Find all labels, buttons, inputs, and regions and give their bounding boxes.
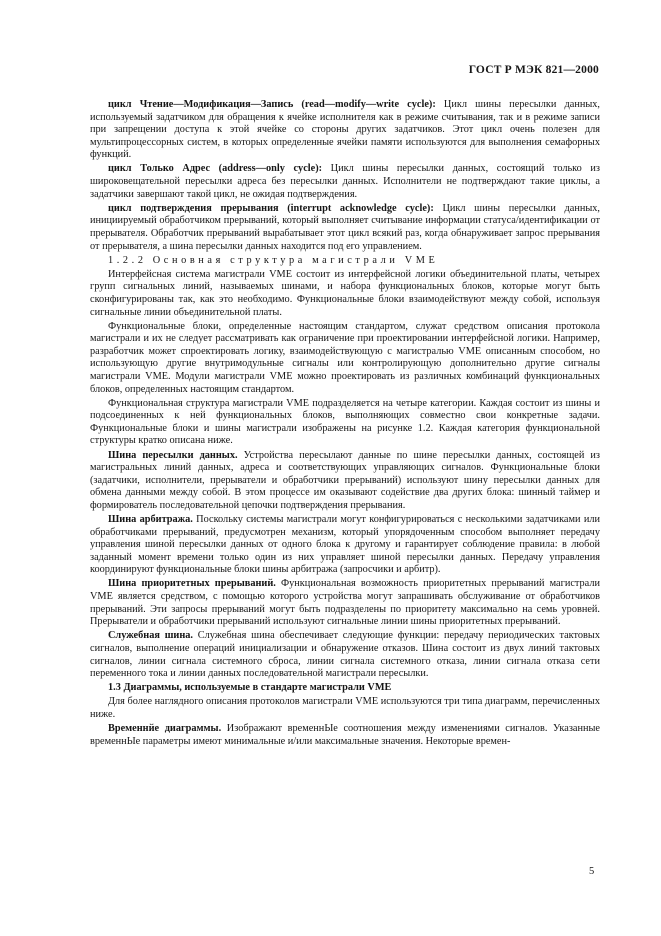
body-text bbox=[90, 99, 600, 750]
paragraph-text: Поскольку системы магистрали могут конфигурироваться с несколькими задатчиками или обработчиками прерываний, предусмотрен механизм, который упорядоченным способом выполняет передачу управления шиной пересылки данных от одного блока к другому и гарантирует соблюдение правила: в любой заданный момент времени только один из них управляет шиной пересылки данных. Передачу управления координируют функциональные блоки шины арбитража (запросчики и арбитр). bbox=[90, 514, 600, 576]
arbitration-bus-paragraph bbox=[90, 514, 600, 577]
paragraph bbox=[90, 398, 600, 448]
term: цикл подтверждения прерывания (interrupt acknowledge cycle): bbox=[108, 202, 434, 214]
term: цикл Чтение—Модификация—Запись (read—modify—write cycle): bbox=[108, 99, 436, 110]
definition-text: Цикл шины пересылки данных, используемый задатчиком для обращения к ячейке исполнителя как в режиме считывания, так и в режиме записи при запрещении доступа к этой ячейке со стороны других задатчиков. Этот цикл очень полезен для мультипроцессорных систем, в которых определенные ячейки памяти используются для выполнения семафорных функций. bbox=[90, 99, 600, 161]
paragraph-text: Служебная шина обеспечивает следующие функции: передачу периодических тактовых сигналов, выполнение операций инициализации и обнаружение отказов. Шина состоит из двух линий тактовых сигналов, линии сигнала системного сброса, линии сигнала системного отказа, линии сигнала отказа сети переменного тока и линии данных последовательной магистрали пересылки. bbox=[90, 630, 600, 680]
page-number: 5 bbox=[589, 866, 595, 877]
paragraph-text: Функциональные блоки, определенные настоящим стандартом, служат средством описания протокола магистрали и их не следует рассматривать как ограничение при проектировании интерфейсной логики. Например, разработчик может спроектировать логику, взаимодействующую с магистралью VME описанным способом, но использующую другие внутримодульные сигналы или контролирующую дополнительно другие сигналы магистрали VME. Модули магистрали VME можно проектировать из различных комбинаций функциональных блоков, определенных настоящим стандартом. bbox=[90, 320, 600, 395]
paragraph bbox=[90, 696, 600, 721]
paragraph-text: Изображают временнЫе соотношения между изменениями сигналов. Указанные временнЫе параметры имеют минимальные и/или максимальные значения. Некоторые времен- bbox=[90, 723, 600, 747]
standard-header: ГОСТ Р МЭК 821—2000 bbox=[468, 64, 599, 76]
paragraph-text: Для более наглядного описания протоколов магистрали VME используются три типа диаграмм, перечисленных ниже. bbox=[90, 696, 600, 720]
data-transfer-bus-paragraph bbox=[90, 450, 600, 513]
term: Временнйе диаграммы. bbox=[108, 723, 222, 734]
utility-bus-paragraph bbox=[90, 630, 600, 680]
definition-interrupt-ack-cycle bbox=[90, 203, 600, 253]
paragraph-text: Устройства пересылают данные по шине пересылки данных, состоящей из магистральных линий данных, адреса и соответствующих управляющих сигналов. Функциональные блоки (задатчики, исполнители, прерыватели и обработчики прерываний) используют шину пересылки данных для обмена данными между собой. В этом процессе им оказывают содействие два других блока: шинный таймер и формирователь последовательной цепочки подтверждения прерывания. bbox=[90, 449, 600, 511]
definition-address-only-cycle bbox=[90, 163, 600, 201]
timing-diagrams-paragraph bbox=[90, 723, 600, 748]
priority-interrupt-bus-paragraph bbox=[90, 578, 600, 628]
term: Шина приоритетных прерываний. bbox=[108, 578, 276, 590]
term: цикл Только Адрес (address—only cycle): bbox=[108, 163, 323, 175]
term: Служебная шина. bbox=[108, 630, 193, 642]
section-heading-1-3 bbox=[90, 682, 600, 695]
subsection-heading-1-2-2 bbox=[90, 255, 600, 268]
term: Шина арбитража. bbox=[108, 514, 193, 525]
term: Шина пересылки данных. bbox=[108, 449, 238, 461]
section-title: 1.3 Диаграммы, используемые в стандарте магистрали VME bbox=[108, 682, 392, 694]
definition-text: Цикл шины пересылки данных, состоящий только из широковещательной пересылки адреса без пересылки данных. Исполнители не подтверждают такие циклы, а задатчики завершают такой цикл, не ожидая подтверждения. bbox=[90, 163, 600, 200]
paragraph-text: Функциональная возможность приоритетных прерываний магистрали VME является средством, с помощью которого устройства могут запрашивать обслуживание от обработчиков прерываний. Эти запросы прерываний могут быть подразделены по приоритету максимально на семь уровней. Прерыватели и обработчики прерываний используют сигнальные линии шины приоритетных прерываний. bbox=[90, 578, 600, 628]
paragraph-text: Функциональная структура магистрали VME подразделяется на четыре категории. Каждая состоит из шины и подсоединенных к ней функциональных блоков, выполняющих совместно свои конкретные задачи. Функциональные блоки и шины магистрали изображены на рисунке 1.2. Каждая категория функциональной структуры кратко описана ниже. bbox=[90, 397, 600, 447]
paragraph bbox=[90, 269, 600, 319]
paragraph-text: Интерфейсная система магистрали VME состоит из интерфейсной логики объединительной платы, четырех групп сигнальных линий, называемых шинами, и набора функциональных блоков, которые могут быть сконфигурированы так, как это необходимо. Функциональные блоки взаимодействуют между собой, используя сигнальные линии объединительной платы. bbox=[90, 268, 600, 318]
subsection-title: 1.2.2 Основная структура магистрали VME bbox=[108, 254, 439, 266]
definition-text: Цикл шины пересылки данных, инициируемый обработчиком прерываний, который выполняет считывание информации статуса/идентификации от прерывателя. Обработчик прерываний вырабатывает этот цикл всякий раз, когда обнаруживает запрос прерывания от прерывателя, а шина пересылки данных находится под его управлением. bbox=[90, 202, 601, 252]
definition-rmw-cycle bbox=[90, 99, 600, 162]
paragraph bbox=[90, 321, 600, 397]
